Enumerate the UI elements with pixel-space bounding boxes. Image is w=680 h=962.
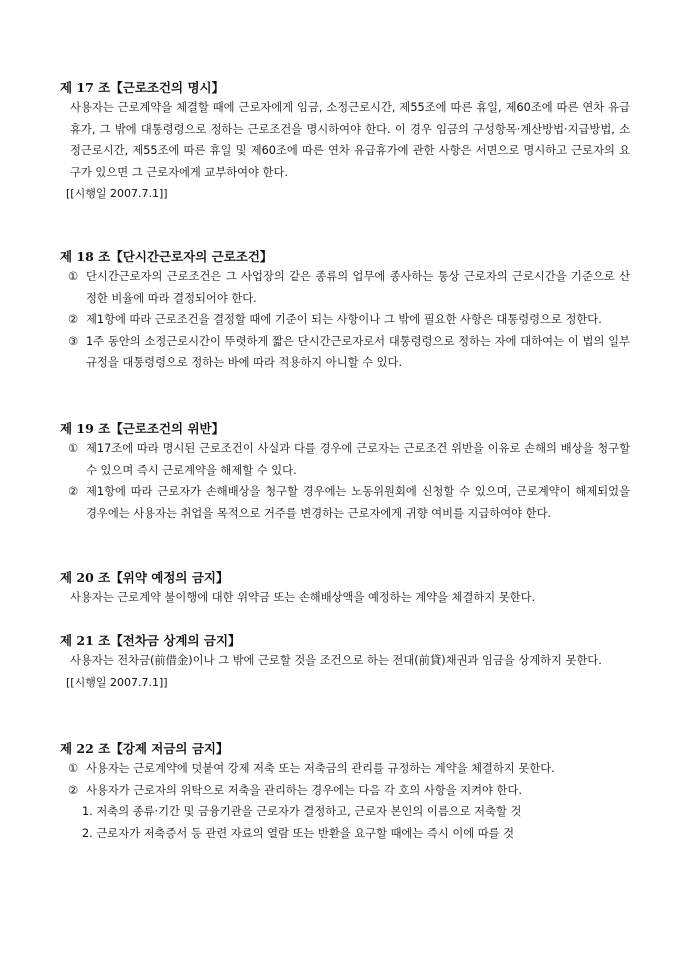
clause-item <box>60 758 630 780</box>
article-21 <box>60 632 630 693</box>
article-heading: 제 20 조【위약 예정의 금지】 <box>60 570 229 585</box>
clause-number: ② <box>68 485 79 498</box>
article-17 <box>60 79 630 204</box>
clause-item <box>60 309 630 331</box>
clause-item <box>60 481 630 524</box>
clause-number: ② <box>68 313 79 326</box>
article-text: 사용자는 근로계약을 체결할 때에 근로자에게 임금, 소정근로시간, 제55조에 따른 휴일, 제60조에 따른 연차 유급휴가, 그 밖에 대통령령으로 정하는 근로조건을 명시하여야 한다. 이 경우 임금의 구성항목·계산방법·지급방법, 소정근로시간, 제55조에 따른 휴일 및 제60조에 따른 연차 유급휴가에 관한 사항은 서면으로 명시하고 근로자의 요구가 있으면 그 근로자에게 교부하여야 한다. <box>70 101 630 179</box>
clause-number: ② <box>68 783 79 797</box>
article-heading: 제 18 조【단시간근로자의 근로조건】 <box>60 249 273 264</box>
clause-text: 제1항에 따라 근로조건을 결정할 때에 기준이 되는 사항이나 그 밖에 필요한 사항은 대통령령으로 정한다. <box>86 313 602 326</box>
clause-number: ① <box>68 762 79 775</box>
clause-item <box>60 331 630 374</box>
article-text: 사용자는 전차금(前借金)이나 그 밖에 근로할 것을 조건으로 하는 전대(前貸)채권과 임금을 상계하지 못한다. <box>70 654 602 667</box>
clause-number: ① <box>68 270 79 283</box>
clause-text: 제1항에 따라 근로자가 손해배상을 청구할 경우에는 노동위원회에 신청할 수 있으며, 근로계약이 해제되었을 경우에는 사용자는 취업을 목적으로 거주를 변경하는 근로자에게 귀향 여비를 지급하여야 한다. <box>86 485 630 520</box>
article-22 <box>60 740 630 844</box>
article-text: 사용자는 근로계약 불이행에 대한 위약금 또는 손해배상액을 예정하는 계약을 체결하지 못한다. <box>70 591 536 604</box>
effective-date-note: [[시행일 2007.7.1]] <box>66 187 168 200</box>
clause-text: 1주 동안의 소정근로시간이 뚜렷하게 짧은 단시간근로자로서 대통령령으로 정하는 자에 대하여는 이 법의 일부 규정을 대통령령으로 정하는 바에 따라 적용하지 아니할 수 있다. <box>86 334 630 369</box>
article-heading: 제 19 조【근로조건의 위반】 <box>60 421 225 436</box>
clause-text: 제17조에 따라 명시된 근로조건이 사실과 다를 경우에 근로자는 근로조건 위반을 이유로 손해의 배상을 청구할 수 있으며 즉시 근로계약을 해제할 수 있다. <box>86 442 630 477</box>
effective-date-note: [[시행일 2007.7.1]] <box>66 675 168 689</box>
clause-text: 단시간근로자의 근로조건은 그 사업장의 같은 종류의 업무에 종사하는 통상 근로자의 근로시간을 기준으로 산정한 비율에 따라 결정되어야 한다. <box>86 270 630 305</box>
clause-number: ③ <box>68 334 79 348</box>
clause-item <box>60 438 630 481</box>
article-heading: 제 17 조【근로조건의 명시】 <box>60 80 225 95</box>
subitem: 2. 근로자가 저축증서 등 관련 자료의 열람 또는 반환을 요구할 때에는 즉시 이에 따를 것 <box>82 826 515 840</box>
article-heading: 제 21 조【전차금 상계의 금지】 <box>60 633 241 648</box>
clause-text: 사용자가 근로자의 위탁으로 저축을 관리하는 경우에는 다음 각 호의 사항을 지켜야 한다. <box>86 783 522 797</box>
article-heading: 제 22 조【강제 저금의 금지】 <box>60 741 229 756</box>
subitem: 1. 저축의 종류·기간 및 금융기관을 근로자가 결정하고, 근로자 본인의 이름으로 저축할 것 <box>82 805 522 818</box>
clause-text: 사용자는 근로계약에 덧붙여 강제 저축 또는 저축금의 관리를 규정하는 계약을 체결하지 못한다. <box>86 762 555 775</box>
article-19 <box>60 420 630 524</box>
article-18 <box>60 248 630 374</box>
article-20 <box>60 569 630 609</box>
clause-item <box>60 266 630 309</box>
clause-number: ① <box>68 442 79 455</box>
clause-item <box>60 780 630 802</box>
